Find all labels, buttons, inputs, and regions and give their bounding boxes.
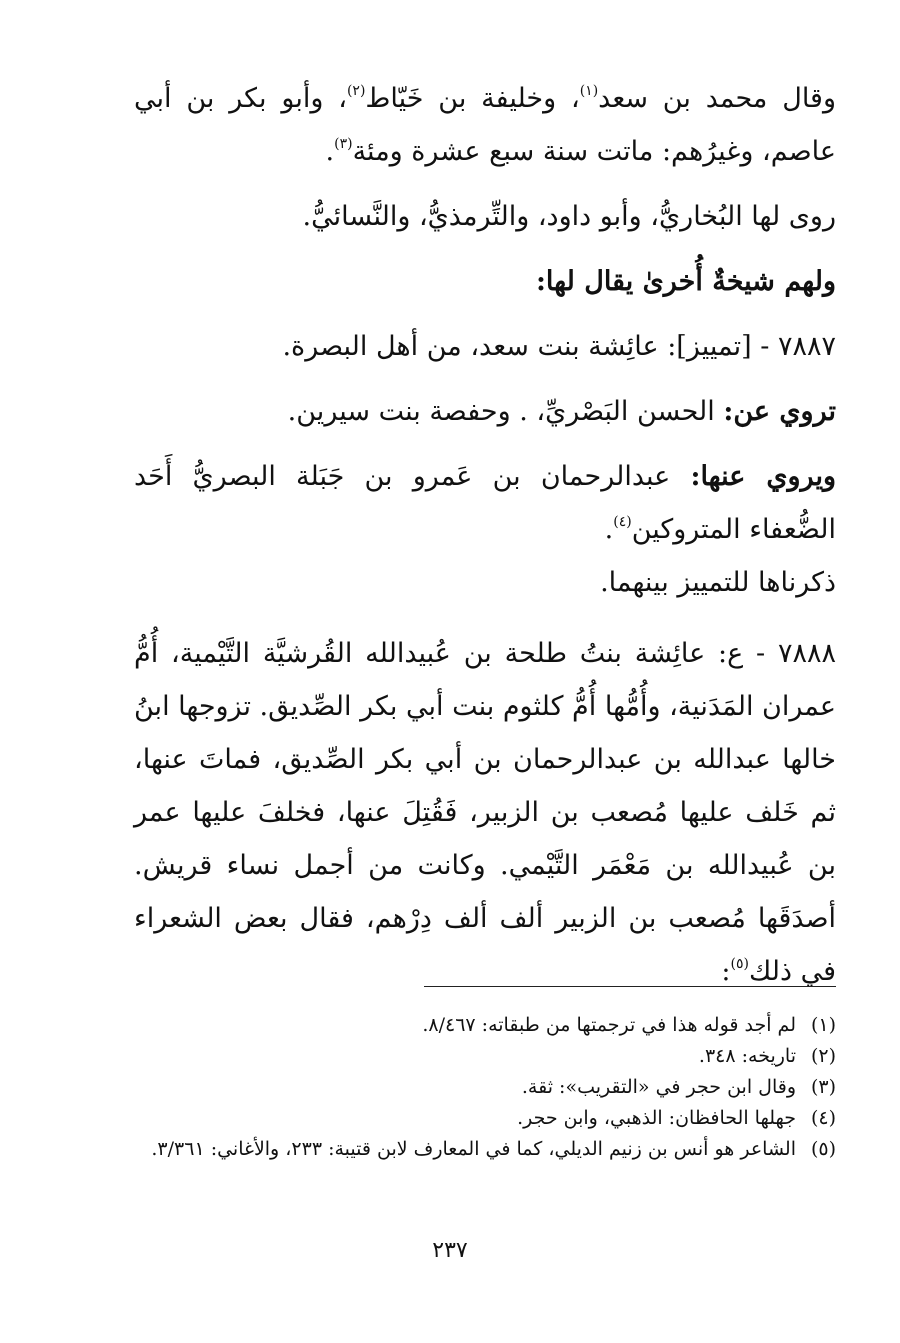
page-number: ٢٣٧ — [432, 1238, 468, 1263]
text-segment: عبدالرحمان بن عَمرو بن جَبَلة البصريُّ أَحَد الضُّعفاء المتروكين — [134, 461, 836, 545]
section-heading: ولهم شيخةٌ أُخرىٰ يقال لها: — [535, 266, 836, 297]
footnote-text: جهلها الحافظان: الذهبي، وابن حجر. — [517, 1107, 796, 1129]
paragraph-death-date — [134, 72, 836, 178]
footnote-ref-2[interactable]: (٢) — [346, 83, 366, 99]
footnote-2 — [140, 1041, 836, 1072]
footnote-text: لم أجد قوله هذا في ترجمتها من طبقاته: ٨/٤٦٧. — [422, 1014, 796, 1036]
text-segment: . — [325, 136, 335, 167]
entry-7887-narrated-by — [134, 450, 836, 556]
footnote-1 — [140, 1010, 836, 1041]
text-segment: : — [721, 956, 731, 987]
footnote-separator — [424, 986, 836, 987]
entry-7888 — [134, 627, 836, 998]
text-segment: ، وأبو بكر بن أبي عاصم، وغيرُهم: ماتت سنة سبع عشرة ومئة — [134, 83, 836, 167]
text-segment: الحسن البَصْريِّ، . وحفصة بنت سيرين. — [287, 396, 715, 427]
text-segment: ٧٨٨٨ - ع: عائِشة بنتُ طلحة بن عُبيدالله القُرشيَّة التَّيْمية، أُمُّ عمران المَدَنية، وأُمُّها أُمُّ كلثوم بنت أبي بكر الصِّديق. تزوجها ابنُ خالها عبدالله بن عبدالرحمان بن أبي بكر الصِّديق، فماتَ عنها، ثم خَلف عليها مُصعب بن الزبير، فَقُتِلَ عنها، فخلفَ عليها عمر بن عُبيدالله بن مَعْمَر التَّيْمي. وكانت من أجمل نساء قريش. أصدَقَها مُصعب بن الزبير ألف ألف دِرْهم، فقال بعض الشعراء في ذلك — [134, 638, 836, 987]
entry-7887-note: ذكرناها للتمييز بينهما. — [600, 567, 836, 598]
footnote-number: (٤) — [810, 1107, 836, 1129]
footnote-3 — [140, 1072, 836, 1103]
entry-7887-heading: ٧٨٨٧ - [تمييز]: عائِشة بنت سعد، من أهل البصرة. — [282, 331, 836, 362]
footnote-text: الشاعر هو أنس بن زنيم الديلي، كما في المعارف لابن قتيبة: ٢٣٣، والأغاني: ٣/٣٦١. — [151, 1138, 796, 1160]
footnote-text: وقال ابن حجر في «التقريب»: ثقة. — [521, 1076, 796, 1098]
label-narrated-by: ويروي عنها: — [690, 461, 837, 492]
footnote-ref-4[interactable]: (٤) — [613, 514, 632, 530]
footnote-number: (٣) — [810, 1076, 836, 1098]
footnote-ref-3[interactable]: (٣) — [334, 136, 353, 152]
label-narrates-from: تروي عن: — [723, 396, 836, 427]
text-segment: وقال محمد بن سعد — [598, 83, 836, 114]
footnote-5 — [140, 1134, 836, 1165]
text-segment: ، وخليفة بن خَيّاط — [365, 83, 580, 114]
main-text — [134, 72, 836, 998]
footnote-number: (١) — [810, 1014, 836, 1036]
footnotes — [140, 1010, 836, 1165]
footnote-text: تاريخه: ٣٤٨. — [698, 1045, 796, 1067]
text-segment: . — [604, 514, 614, 545]
footnote-ref-1[interactable]: (١) — [579, 83, 599, 99]
footnote-4 — [140, 1103, 836, 1134]
footnote-ref-5[interactable]: (٥) — [730, 956, 749, 972]
footnote-number: (٥) — [810, 1138, 836, 1160]
paragraph-narrators: روى لها البُخاريُّ، وأبو داود، والتِّرمذيُّ، والنَّسائيُّ. — [302, 201, 836, 232]
entry-7887-narrates-from — [134, 385, 836, 438]
footnote-number: (٢) — [810, 1045, 836, 1067]
